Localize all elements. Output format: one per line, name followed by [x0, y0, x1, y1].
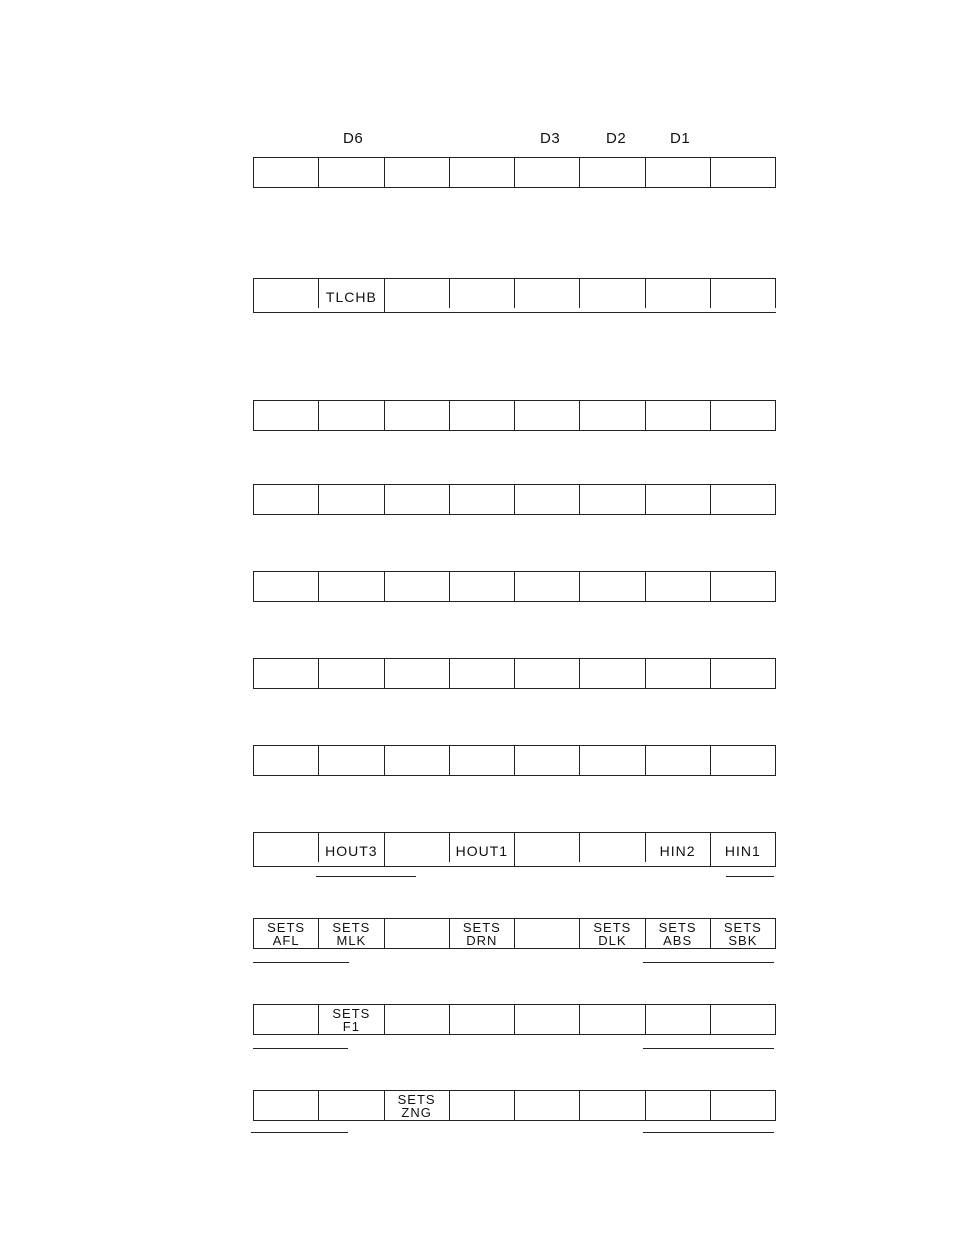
register-cell — [711, 279, 776, 308]
register-cell — [515, 919, 580, 948]
register-cell — [254, 659, 319, 688]
register-cell: SETS SBK — [711, 919, 776, 948]
register-cell — [646, 1091, 711, 1120]
register-cell — [254, 158, 319, 187]
register-cell: TLCHB — [319, 279, 384, 312]
register-cell — [385, 485, 450, 514]
register-cell: HOUT1 — [450, 833, 515, 866]
register-cell — [515, 401, 580, 430]
register-cell — [254, 485, 319, 514]
register-cell — [385, 1005, 450, 1034]
bit-header-d3: D3 — [540, 130, 561, 147]
underline-row10-right — [643, 1048, 774, 1049]
register-cell — [646, 659, 711, 688]
register-cell — [254, 401, 319, 430]
register-cell — [254, 279, 319, 308]
register-cell — [711, 1091, 776, 1120]
register-cell — [319, 401, 384, 430]
register-cell — [450, 279, 515, 308]
register-row — [253, 400, 776, 431]
underline-row11-left — [251, 1132, 348, 1133]
register-cell — [711, 158, 776, 187]
register-cell — [515, 158, 580, 187]
register-cell — [515, 659, 580, 688]
register-cell — [450, 401, 515, 430]
register-row — [253, 1004, 776, 1035]
underline-abs-sbk — [643, 962, 774, 963]
register-cell: SETS MLK — [319, 919, 384, 948]
register-cell — [450, 572, 515, 601]
register-cell — [515, 485, 580, 514]
register-cell — [711, 485, 776, 514]
register-cell — [515, 746, 580, 775]
register-cell — [385, 401, 450, 430]
register-cell — [580, 746, 645, 775]
register-cell — [646, 485, 711, 514]
register-cell — [319, 1091, 384, 1120]
register-cell — [646, 401, 711, 430]
register-cell — [580, 158, 645, 187]
bit-header-d1: D1 — [670, 130, 691, 147]
register-cell — [319, 158, 384, 187]
register-cell — [450, 746, 515, 775]
register-cell: SETS DRN — [450, 919, 515, 948]
register-cell — [711, 746, 776, 775]
register-cell — [580, 279, 645, 308]
register-row — [253, 157, 776, 188]
register-cell — [646, 572, 711, 601]
register-cell — [580, 572, 645, 601]
underline-hout3 — [316, 876, 416, 877]
register-cell — [385, 158, 450, 187]
underline-row11-right — [643, 1132, 774, 1133]
register-cell — [385, 833, 450, 862]
register-cell — [450, 158, 515, 187]
register-cell — [319, 485, 384, 514]
register-cell — [254, 746, 319, 775]
register-cell — [385, 919, 450, 948]
register-cell — [646, 746, 711, 775]
register-cell: SETS F1 — [319, 1005, 384, 1034]
register-cell — [580, 1005, 645, 1034]
register-cell: HIN1 — [711, 833, 776, 866]
register-cell — [319, 659, 384, 688]
register-cell — [711, 401, 776, 430]
register-cell — [580, 401, 645, 430]
register-cell — [254, 833, 319, 862]
underline-hin1 — [726, 876, 774, 877]
register-cell: SETS DLK — [580, 919, 645, 948]
register-cell — [515, 833, 580, 862]
register-cell — [711, 659, 776, 688]
register-row — [253, 484, 776, 515]
register-cell — [385, 572, 450, 601]
bit-header-d6: D6 — [343, 130, 364, 147]
register-cell — [515, 1091, 580, 1120]
register-cell — [711, 1005, 776, 1034]
underline-afl — [253, 962, 349, 963]
register-cell — [646, 1005, 711, 1034]
register-cell — [580, 833, 645, 862]
register-row — [253, 571, 776, 602]
register-cell — [515, 572, 580, 601]
register-row — [253, 278, 776, 313]
register-row — [253, 745, 776, 776]
register-cell: SETS ABS — [646, 919, 711, 948]
register-cell — [254, 572, 319, 601]
register-cell — [254, 1091, 319, 1120]
register-cell — [580, 1091, 645, 1120]
register-cell: HOUT3 — [319, 833, 384, 866]
register-cell — [254, 1005, 319, 1034]
register-cell — [450, 485, 515, 514]
register-cell: SETS AFL — [254, 919, 319, 948]
register-row — [253, 1090, 776, 1121]
register-cell — [450, 1005, 515, 1034]
register-cell — [319, 746, 384, 775]
register-cell: HIN2 — [646, 833, 711, 866]
register-cell — [450, 1091, 515, 1120]
register-cell — [515, 1005, 580, 1034]
register-row — [253, 658, 776, 689]
register-cell — [450, 659, 515, 688]
register-cell — [515, 279, 580, 308]
register-cell — [646, 279, 711, 308]
register-cell — [385, 279, 450, 308]
underline-row10-left — [253, 1048, 348, 1049]
register-row — [253, 918, 776, 949]
register-cell — [319, 572, 384, 601]
register-cell — [580, 485, 645, 514]
register-cell — [646, 158, 711, 187]
register-cell: SETS ZNG — [385, 1091, 450, 1120]
register-cell — [711, 572, 776, 601]
register-cell — [385, 746, 450, 775]
register-cell — [580, 659, 645, 688]
bit-header-d2: D2 — [606, 130, 627, 147]
register-cell — [385, 659, 450, 688]
register-row — [253, 832, 776, 867]
